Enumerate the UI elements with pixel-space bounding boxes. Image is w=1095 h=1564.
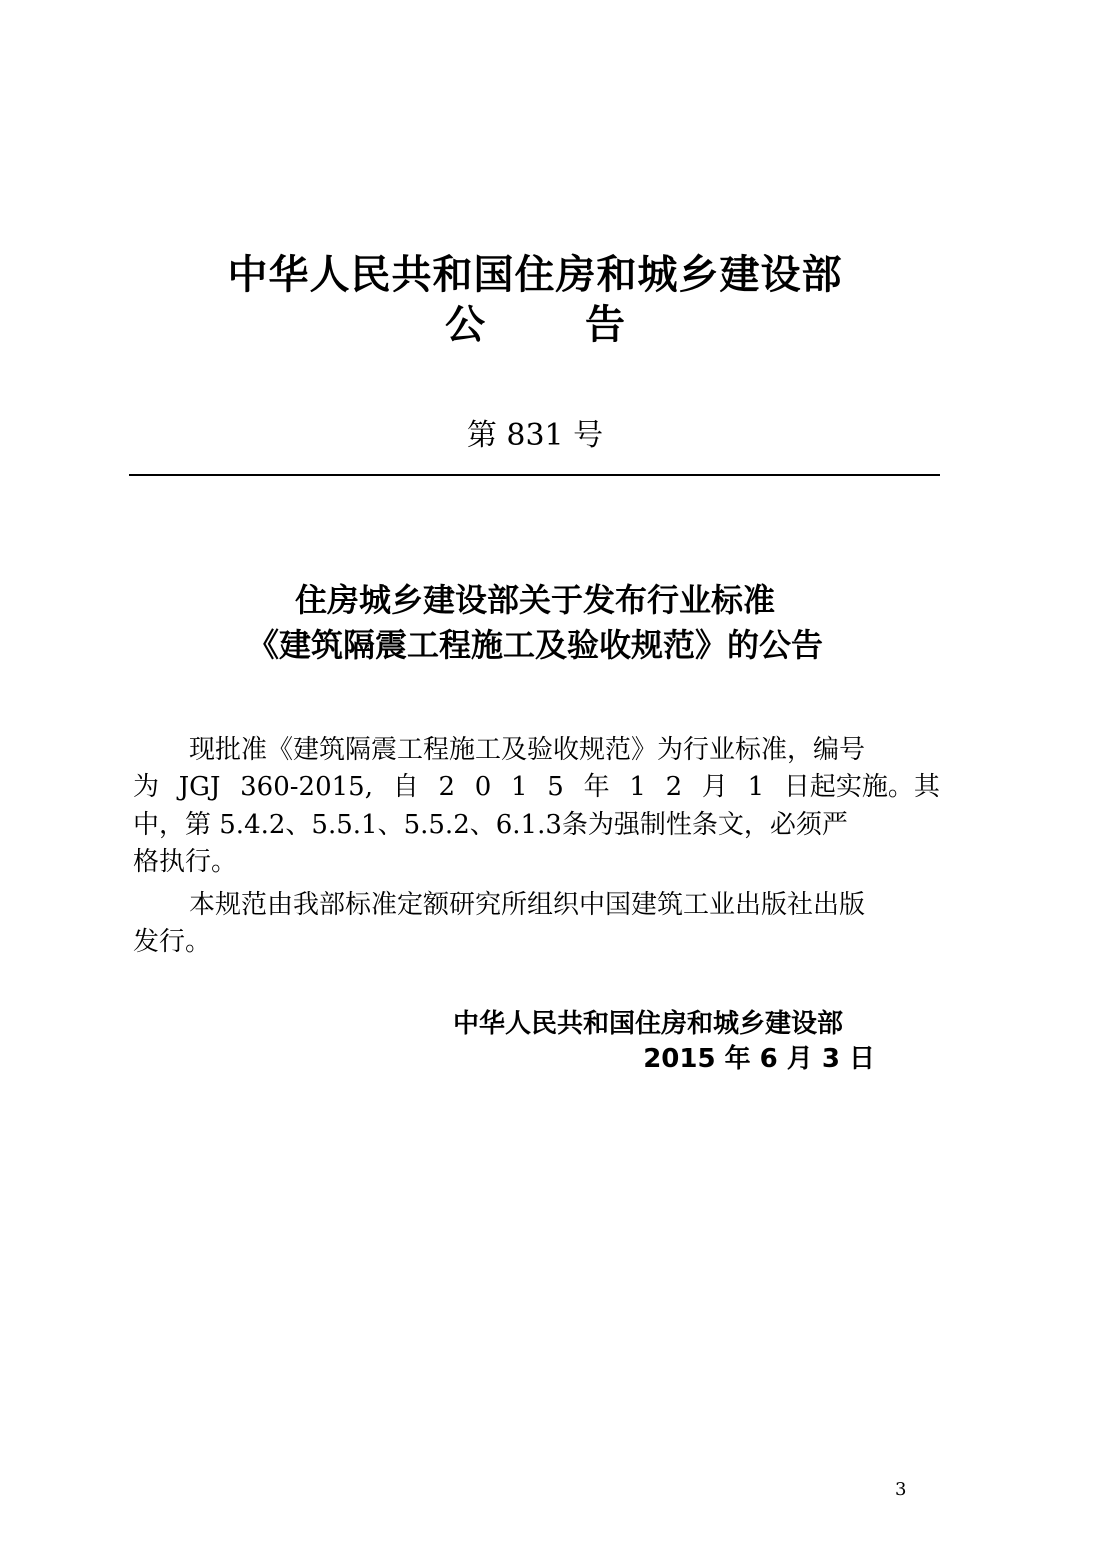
line-2-part: 月 [701,772,728,802]
line-2-part: 2 [438,772,455,802]
line-2-part: 自 [392,772,419,802]
document-type-heading: 公告 [445,302,725,348]
paragraph-2-line-1 [133,885,940,925]
paragraph-1-line-2 [133,767,940,807]
paragraph-1-line-4: 格执行。 [133,847,238,877]
line-2-part: 5 [547,772,564,802]
header-divider [129,474,940,476]
announcement-title-line-2: 《建筑隔震工程施工及验收规范》的公告 [246,626,823,664]
paragraph-2-line-2: 发行。 [133,927,212,957]
paragraph-1-line-3 [133,805,940,845]
page-number: 3 [895,1479,907,1500]
paragraph-2-line-1-text: 本规范由我部标准定额研究所组织中国建筑工业出版社出版 [189,890,866,920]
line-2-part: 2 [665,772,683,802]
announcement-title-line-1: 住房城乡建设部关于发布行业标准 [294,581,775,619]
paragraph-1-line-1 [133,730,940,770]
line-2-part: 1 [629,772,646,802]
line-2-part: 日起实施。其 [783,772,940,802]
paragraph-1-line-1-text: 现批准《建筑隔震工程施工及验收规范》为行业标准，编号 [189,735,866,765]
line-2-part: 360-2015, [240,772,373,802]
line-2-part: 为 [133,772,160,802]
signature-organization: 中华人民共和国住房和城乡建设部 [453,1009,844,1039]
issuer-heading: 中华人民共和国住房和城乡建设部 [227,252,843,298]
line-2-part: 0 [474,772,492,802]
document-number: 第 831 号 [466,418,604,453]
line-2-part: 1 [747,772,765,802]
line-2-part: JGJ [178,772,221,802]
signature-date: 2015 年 6 月 3 日 [643,1044,875,1074]
line-2-part: 年 [583,772,610,802]
line-2-part: 1 [511,772,528,802]
paragraph-1-line-3-text: 中，第 5.4.2、5.5.1、5.5.2、6.1.3条为强制性条文，必须严 [133,810,848,840]
